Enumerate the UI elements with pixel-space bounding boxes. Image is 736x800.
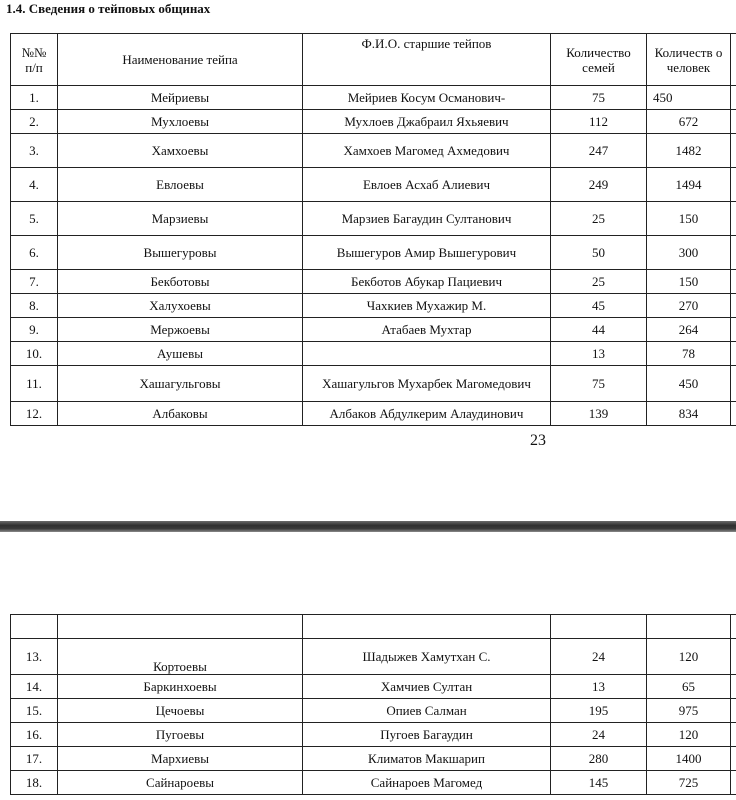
cell-people: 672 xyxy=(647,110,731,134)
cell-people: 150 xyxy=(647,202,731,236)
cell-num: 16. xyxy=(11,723,58,747)
cell-elder: Марзиев Багаудин Султанович xyxy=(303,202,551,236)
table-row xyxy=(11,86,736,110)
cell-elder: Вышегуров Амир Вышегурович xyxy=(303,236,551,270)
table-row xyxy=(11,110,736,134)
cell-people: 65 xyxy=(647,675,731,699)
cell-people: 150 xyxy=(647,270,731,294)
cell-extra xyxy=(731,402,736,426)
cell-families: 75 xyxy=(551,86,647,110)
cell-name: Мержоевы xyxy=(58,318,303,342)
table-row xyxy=(11,639,736,675)
cell-people: 264 xyxy=(647,318,731,342)
cell-name: Баркинхоевы xyxy=(58,675,303,699)
cell-families: 139 xyxy=(551,402,647,426)
cell-people: 120 xyxy=(647,723,731,747)
cell-extra xyxy=(731,110,736,134)
cell-name: Кортоевы xyxy=(58,639,303,675)
header-extra xyxy=(731,34,736,86)
cell-num: 5. xyxy=(11,202,58,236)
cell-elder: Хамчиев Султан xyxy=(303,675,551,699)
cell-num: 17. xyxy=(11,747,58,771)
cell-families: 44 xyxy=(551,318,647,342)
cell-name: Пугоевы xyxy=(58,723,303,747)
cell-people: 1494 xyxy=(647,168,731,202)
cell-num: 14. xyxy=(11,675,58,699)
cell-extra xyxy=(731,366,736,402)
cell-elder: Бекботов Абукар Пациевич xyxy=(303,270,551,294)
cell-people: 1482 xyxy=(647,134,731,168)
cell-elder: Хашагульгов Мухарбек Магомедович xyxy=(303,366,551,402)
cell-elder: Сайнароев Магомед xyxy=(303,771,551,795)
table-row xyxy=(11,342,736,366)
cell-elder: Евлоев Асхаб Алиевич xyxy=(303,168,551,202)
table-row xyxy=(11,723,736,747)
page-number: 23 xyxy=(530,432,546,449)
cell-families: 112 xyxy=(551,110,647,134)
table-row xyxy=(11,402,736,426)
cell-name: Аушевы xyxy=(58,342,303,366)
cell-families: 247 xyxy=(551,134,647,168)
cell-elder: Мухлоев Джабраил Яхьяевич xyxy=(303,110,551,134)
cell-num: 11. xyxy=(11,366,58,402)
cell-name: Халухоевы xyxy=(58,294,303,318)
table-row xyxy=(11,771,736,795)
table-row xyxy=(11,270,736,294)
table-row xyxy=(11,202,736,236)
cell-families: 249 xyxy=(551,168,647,202)
cell-families: 24 xyxy=(551,723,647,747)
cell-extra xyxy=(731,747,736,771)
cell-elder: Чахкиев Мухажир М. xyxy=(303,294,551,318)
table-row xyxy=(11,366,736,402)
cell-name: Мухлоевы xyxy=(58,110,303,134)
cell-families: 45 xyxy=(551,294,647,318)
cell-families: 25 xyxy=(551,202,647,236)
teip-table-continued xyxy=(10,614,736,795)
cell-extra xyxy=(731,134,736,168)
cell-families: 25 xyxy=(551,270,647,294)
cell-people: 120 xyxy=(647,639,731,675)
cell-families: 24 xyxy=(551,639,647,675)
cell-people: 300 xyxy=(647,236,731,270)
cell-extra xyxy=(731,699,736,723)
cell-num: 7. xyxy=(11,270,58,294)
cell-name: Хашагульговы xyxy=(58,366,303,402)
cell-people: 725 xyxy=(647,771,731,795)
cell-extra xyxy=(731,270,736,294)
cell-name: Мейриевы xyxy=(58,86,303,110)
table-header-row xyxy=(11,34,736,86)
table-row-empty xyxy=(11,615,736,639)
table-row xyxy=(11,168,736,202)
cell-people: 450 xyxy=(647,86,731,110)
cell-families: 13 xyxy=(551,342,647,366)
table-row xyxy=(11,747,736,771)
page-separator xyxy=(0,521,736,532)
cell-people: 834 xyxy=(647,402,731,426)
cell-num: 3. xyxy=(11,134,58,168)
cell-elder: Климатов Макшарип xyxy=(303,747,551,771)
cell-name: Албаковы xyxy=(58,402,303,426)
document-page-2 xyxy=(0,532,736,800)
cell-num: 6. xyxy=(11,236,58,270)
header-elder: Ф.И.О. старшие тейпов xyxy=(303,34,551,86)
cell-num: 15. xyxy=(11,699,58,723)
cell-name: Вышегуровы xyxy=(58,236,303,270)
cell-extra xyxy=(731,639,736,675)
cell-name: Мархиевы xyxy=(58,747,303,771)
cell-people: 450 xyxy=(647,366,731,402)
cell-extra xyxy=(731,294,736,318)
cell-num: 12. xyxy=(11,402,58,426)
cell-name: Хамхоевы xyxy=(58,134,303,168)
cell-name: Цечоевы xyxy=(58,699,303,723)
teip-table xyxy=(10,33,736,426)
cell-families: 145 xyxy=(551,771,647,795)
cell-num: 1. xyxy=(11,86,58,110)
header-people: Количеств о человек xyxy=(647,34,731,86)
cell-elder: Пугоев Багаудин xyxy=(303,723,551,747)
cell-extra xyxy=(731,723,736,747)
cell-name: Евлоевы xyxy=(58,168,303,202)
table-body-continued xyxy=(11,615,736,795)
cell-name: Бекботовы xyxy=(58,270,303,294)
cell-families: 13 xyxy=(551,675,647,699)
cell-elder: Опиев Салман xyxy=(303,699,551,723)
cell-families: 75 xyxy=(551,366,647,402)
cell-num: 10. xyxy=(11,342,58,366)
cell-elder: Хамхоев Магомед Ахмедович xyxy=(303,134,551,168)
cell-elder: Атабаев Мухтар xyxy=(303,318,551,342)
table-row xyxy=(11,675,736,699)
cell-people: 270 xyxy=(647,294,731,318)
cell-name: Сайнароевы xyxy=(58,771,303,795)
cell-extra xyxy=(731,771,736,795)
cell-extra xyxy=(731,342,736,366)
cell-people: 975 xyxy=(647,699,731,723)
cell-num: 8. xyxy=(11,294,58,318)
cell-elder: Албаков Абдулкерим Алаудинович xyxy=(303,402,551,426)
table-row xyxy=(11,699,736,723)
table-row xyxy=(11,134,736,168)
cell-num: 9. xyxy=(11,318,58,342)
cell-num: 13. xyxy=(11,639,58,675)
cell-extra xyxy=(731,318,736,342)
cell-extra xyxy=(731,168,736,202)
cell-people: 78 xyxy=(647,342,731,366)
table-body xyxy=(11,86,736,426)
cell-extra xyxy=(731,675,736,699)
cell-extra xyxy=(731,236,736,270)
header-families: Количество семей xyxy=(551,34,647,86)
cell-name: Марзиевы xyxy=(58,202,303,236)
header-name: Наименование тейпа xyxy=(58,34,303,86)
cell-num: 18. xyxy=(11,771,58,795)
cell-elder xyxy=(303,342,551,366)
cell-people: 1400 xyxy=(647,747,731,771)
cell-num: 4. xyxy=(11,168,58,202)
cell-families: 280 xyxy=(551,747,647,771)
cell-elder: Шадыжев Хамутхан С. xyxy=(303,639,551,675)
cell-extra xyxy=(731,202,736,236)
cell-families: 195 xyxy=(551,699,647,723)
table-row xyxy=(11,318,736,342)
section-title: 1.4. Сведения о тейповых общинах xyxy=(6,1,211,16)
header-num: №№ п/п xyxy=(11,34,58,86)
cell-extra xyxy=(731,86,736,110)
cell-elder: Мейриев Косум Османович- xyxy=(303,86,551,110)
table-row xyxy=(11,294,736,318)
cell-num: 2. xyxy=(11,110,58,134)
cell-families: 50 xyxy=(551,236,647,270)
table-row xyxy=(11,236,736,270)
